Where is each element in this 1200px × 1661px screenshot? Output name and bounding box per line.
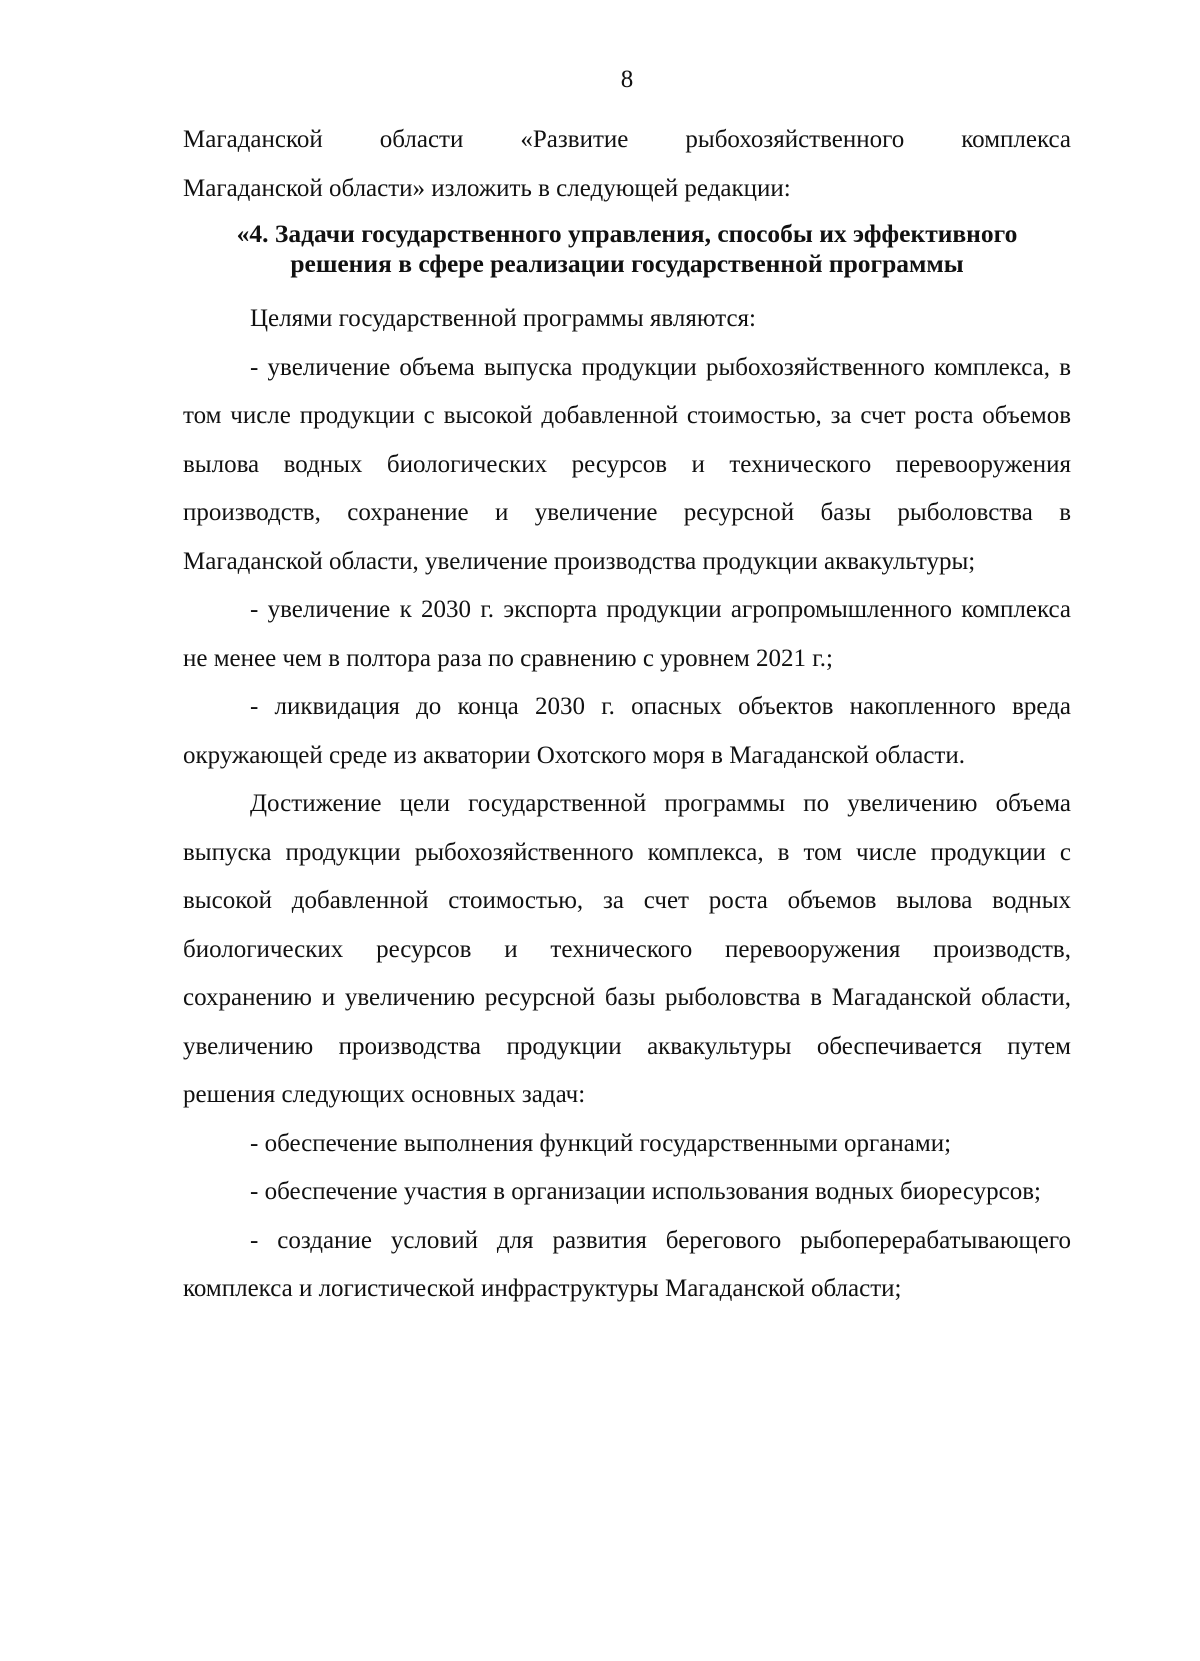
task-item: - создание условий для развития берегового рыбоперерабатывающего комплекса и логистической инфраструктуры Магаданской области; <box>183 1226 1071 1302</box>
goal-item: - ликвидация до конца 2030 г. опасных объектов накопленного вреда окружающей среде из акватории Охотского моря в Магаданской области. <box>183 693 1071 769</box>
section-heading <box>183 219 1071 279</box>
page-number: 8 <box>620 66 634 93</box>
section-heading-line-1: «4. Задачи государственного управления, способы их эффективного <box>236 219 1018 248</box>
section-heading-line-2: решения в сфере реализации государственной программы <box>290 249 964 278</box>
achievement-paragraph: Достижение цели государственной программы по увеличению объема выпуска продукции рыбохозяйственного комплекса, в том числе продукции с высокой добавленной стоимостью, за счет роста объемов вылова водных биологических ресурсов и технического перевооружения производств, сохранению и увеличению ресурсной базы рыболовства в Магаданской области, увеличению производства продукции аквакультуры обеспечивается путем решения следующих основных задач: <box>183 790 1071 1108</box>
intro-line-1: Магаданской области «Развитие рыбохозяйственного комплекса <box>183 126 1071 153</box>
goals-intro: Целями государственной программы являются: <box>250 305 756 332</box>
intro-line-2: Магаданской области» изложить в следующей редакции: <box>183 174 791 202</box>
document-body <box>183 116 1071 1314</box>
goal-item: - увеличение к 2030 г. экспорта продукции агропромышленного комплекса не менее чем в полтора раза по сравнению с уровнем 2021 г.; <box>183 596 1071 672</box>
task-item: - обеспечение участия в организации использования водных биоресурсов; <box>250 1178 1041 1205</box>
task-item: - обеспечение выполнения функций государственными органами; <box>250 1129 952 1157</box>
goal-item: - увеличение объема выпуска продукции рыбохозяйственного комплекса, в том числе продукции с высокой добавленной стоимостью, за счет роста объемов вылова водных биологических ресурсов и технического перевооружения производств, сохранение и увеличение ресурсной базы рыболовства в Магаданской области, увеличение производства продукции аквакультуры; <box>183 353 1071 575</box>
